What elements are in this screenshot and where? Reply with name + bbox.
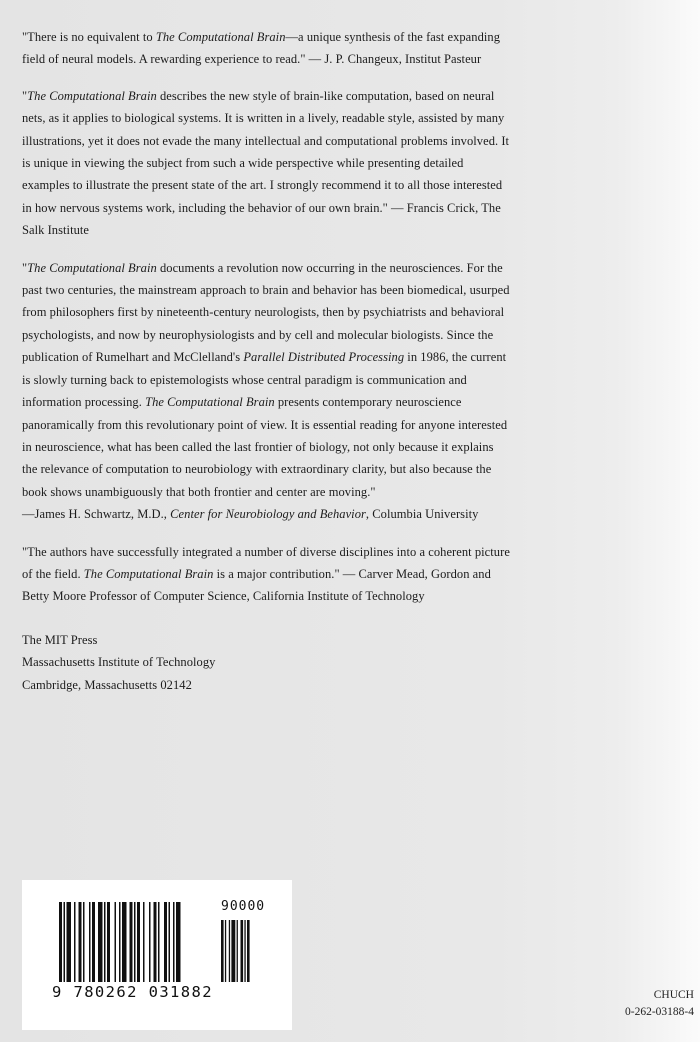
isbn-barcode-digits: 9 780262 031882 bbox=[52, 983, 213, 1001]
blurb-text: "The authors have successfully integrated a number of diverse disciplines into a coherent picture of the field. bbox=[22, 544, 510, 581]
book-title: The Computational Brain bbox=[27, 88, 157, 103]
barcode-panel bbox=[22, 880, 292, 1030]
blurb-crick bbox=[22, 85, 512, 242]
publisher-institution: Massachusetts Institute of Technology bbox=[22, 655, 216, 670]
blurb-text: " bbox=[22, 260, 28, 275]
publisher-block bbox=[22, 629, 512, 696]
price-code: 90000 bbox=[221, 899, 266, 914]
blurb-text: is a major contribution." — Carver Mead, Gordon and Betty Moore Professor of Computer Science, California Institute of Technology bbox=[22, 566, 491, 604]
publisher-address: Cambridge, Massachusetts 02142 bbox=[22, 677, 192, 692]
publisher-name: The MIT Press bbox=[22, 632, 98, 647]
catalog-code: CHUCH bbox=[653, 989, 694, 1001]
blurb-text: describes the new style of brain-like computation, based on neural nets, as it applies to biological systems. It is written in a lively, readable style, assisted by many illustrations, yet it does not evade the many intellectual and computational problems involved. It is unique in viewing the subject from such a wide perspective while presenting detailed examples to illustrate the present state of the art. I strongly recommend it to all those interested in how nervous systems work, including the behavior of our own brain." — Francis Crick, The Salk Institute bbox=[22, 88, 510, 238]
blurb-text: "There is no equivalent to bbox=[22, 30, 156, 44]
catalog-code-block bbox=[625, 987, 694, 1021]
blurb-text: —a unique synthesis of the fast expanding field of neural models. A rewarding experience to read." — J. P. Changeux, Institut Pasteur bbox=[22, 30, 501, 67]
blurb-text: " bbox=[22, 88, 28, 103]
blurb-changeux bbox=[22, 26, 512, 71]
endorsement-section bbox=[22, 26, 512, 696]
blurb-mead bbox=[22, 541, 512, 608]
book-title: The Computational Brain bbox=[155, 30, 286, 44]
blurb-text: in 1986, the current is slowly turning back to epistemologists whose central paradigm is communication and information processing. bbox=[22, 350, 507, 410]
blurb-text: documents a revolution now occurring in the neurosciences. For the past two centuries, the mainstream approach to brain and behavior has been biomedical, usurped from philosophers first by nineteenth-century neurologists, then by psychiatrists and behavioral psychologists, and now by neurophysiologists and by cell and molecular biologists. Since the publication of Rumelhart and McClelland's bbox=[22, 260, 510, 365]
blurb-attribution: , Columbia University bbox=[365, 507, 479, 522]
attribution-center: Center for Neurobiology and Behavior bbox=[170, 507, 366, 522]
blurb-schwartz bbox=[22, 257, 512, 526]
catalog-isbn: 0-262-03188-4 bbox=[625, 1006, 694, 1018]
book-title: The Computational Brain bbox=[27, 260, 157, 275]
book-title: The Computational Brain bbox=[83, 566, 214, 581]
referenced-title: Parallel Distributed Processing bbox=[243, 350, 405, 365]
blurb-text: presents contemporary neuroscience panoramically from this revolutionary point of view. It is essential reading for anyone interested in neuroscience, what has been called the last frontier of biology, not only because it explains the relevance of computation to neurobiology with extraordinary clarity, but also because the book shows unambiguously that both frontier and center are moving." bbox=[22, 395, 508, 499]
book-title: The Computational Brain bbox=[145, 395, 275, 410]
barcode-image bbox=[59, 902, 255, 982]
blurb-attribution: —James H. Schwartz, M.D., bbox=[22, 507, 171, 522]
